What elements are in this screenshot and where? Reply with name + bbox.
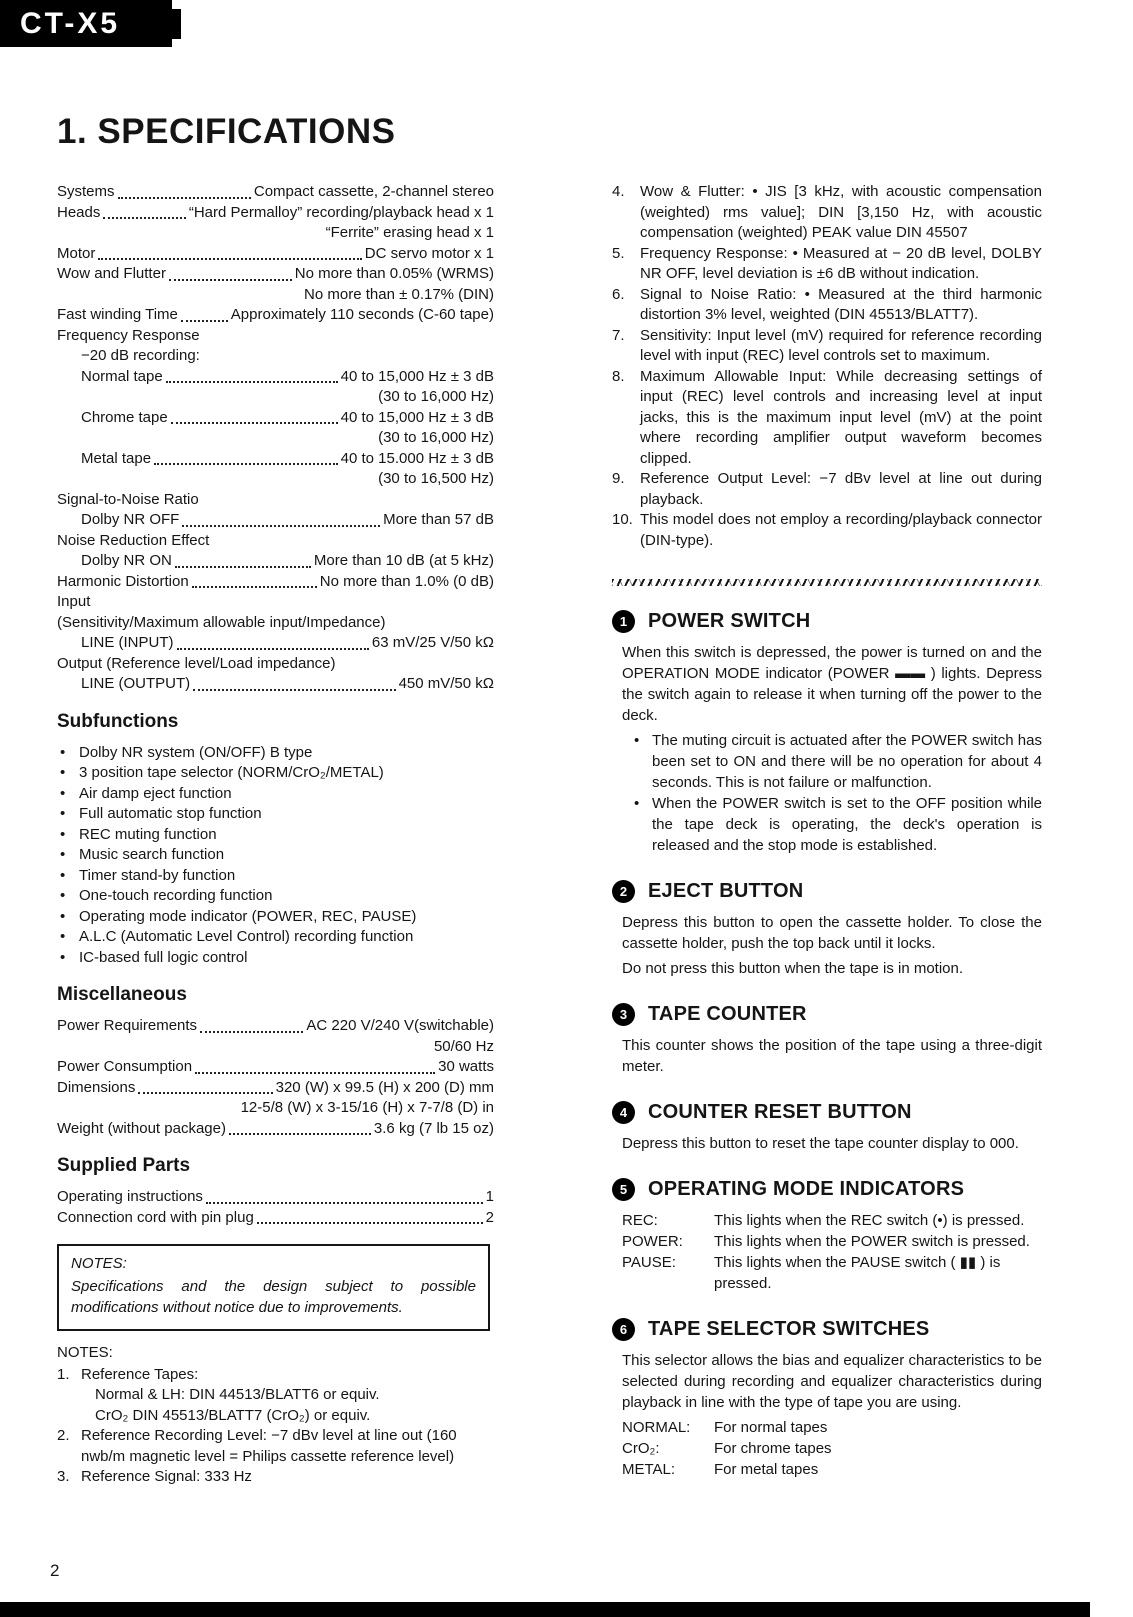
spec-label: Weight (without package) — [57, 1119, 226, 1137]
definition-term: PAUSE: — [622, 1254, 676, 1271]
bullet-icon: • — [60, 743, 66, 761]
spec-value: 40 to 15,000 Hz ± 3 dB — [340, 367, 494, 385]
spec-label: Metal tape — [81, 449, 152, 467]
bullet-item — [634, 793, 1042, 856]
spec-line — [57, 551, 494, 572]
bullet-icon: • — [60, 784, 66, 802]
note-number: 10. — [612, 511, 633, 528]
definition-description: This lights when the PAUSE switch ( ▮▮ ) is pressed. — [714, 1254, 1001, 1292]
spec-value: AC 220 V/240 V(switchable) — [306, 1017, 494, 1034]
numbered-note — [57, 1426, 494, 1467]
bullet-item — [57, 825, 494, 846]
spec-line — [57, 367, 494, 388]
dot-leader — [118, 197, 251, 199]
page-number: 2 — [50, 1561, 60, 1580]
definition-row — [622, 1459, 1042, 1480]
spec-label: Operating instructions — [57, 1188, 203, 1205]
spec-line — [57, 531, 494, 552]
spec-line — [57, 469, 494, 490]
spec-text: Output (Reference level/Load impedance) — [57, 654, 336, 672]
spec-line — [57, 346, 494, 367]
definition-row — [622, 1252, 1042, 1294]
bullet-item — [57, 804, 494, 825]
dot-leader — [175, 566, 311, 568]
paragraph: When this switch is depressed, the power is turned on and the OPERATION MODE indicator (POWER ▬▬ ) lights. Depress the switch again to release it when turning off the power to the deck. — [622, 644, 1042, 724]
spec-label: Systems — [57, 183, 115, 200]
section-header — [612, 1178, 1042, 1201]
bullet-icon: • — [60, 907, 66, 925]
spec-value: 450 mV/50 kΩ — [398, 675, 494, 692]
spec-value: “Ferrite” erasing head x 1 — [325, 224, 494, 241]
bullet-icon: • — [634, 795, 640, 812]
bullet-text: Timer stand-by function — [79, 866, 236, 884]
definition-description: This lights when the POWER switch is pressed. — [714, 1233, 1030, 1250]
section-body — [612, 1210, 1042, 1294]
column-heading: Supplied Parts — [57, 1155, 191, 1176]
note-number: 2. — [57, 1427, 70, 1444]
spec-line — [57, 1016, 494, 1037]
bullet-icon: • — [60, 887, 66, 904]
dot-leader — [103, 217, 185, 219]
definition-list — [622, 1417, 1042, 1480]
section-body — [612, 1035, 1042, 1077]
section-title: COUNTER RESET BUTTON — [648, 1101, 912, 1123]
spec-text: Signal-to-Noise Ratio — [57, 490, 199, 508]
section-body — [612, 1350, 1042, 1480]
spec-value: 1 — [485, 1188, 494, 1205]
spec-line — [57, 285, 494, 306]
section-body — [612, 642, 1042, 856]
bullet-text: 3 position tape selector (NORM/CrO₂/METAL) — [79, 764, 384, 781]
note-number: 4. — [612, 183, 625, 200]
spec-line — [57, 490, 494, 511]
section — [612, 610, 1042, 856]
bullet-item — [634, 730, 1042, 793]
notes-box-title: NOTES: — [71, 1255, 127, 1272]
dot-leader — [257, 1222, 483, 1224]
spec-line — [57, 1208, 494, 1229]
spec-value: DC servo motor x 1 — [364, 244, 494, 262]
note-body — [81, 1426, 494, 1467]
bullet-icon: • — [60, 764, 66, 781]
definition-row — [622, 1438, 1042, 1459]
paragraph: Depress this button to open the cassette holder. To close the cassette holder, push the top back until it locks. — [622, 914, 1042, 952]
spec-text: Frequency Response — [57, 326, 200, 344]
spec-line — [57, 387, 494, 408]
spec-value: 63 mV/25 V/50 kΩ — [371, 634, 494, 651]
section-title: POWER SWITCH — [648, 610, 811, 632]
bullet-text: One-touch recording function — [79, 887, 273, 904]
spec-label: LINE (INPUT) — [81, 634, 174, 651]
spec-value: (30 to 16,000 Hz) — [378, 429, 494, 446]
note-number: 9. — [612, 470, 625, 487]
dot-leader — [200, 1031, 303, 1033]
spec-line — [57, 1078, 494, 1099]
note-number: 7. — [612, 326, 625, 344]
spec-line — [57, 449, 494, 470]
spec-label: Dolby NR OFF — [81, 511, 180, 528]
bullet-icon: • — [60, 948, 66, 966]
spec-value: 320 (W) x 99.5 (H) x 200 (D) mm — [275, 1078, 494, 1096]
bullet-icon: • — [60, 846, 66, 863]
definition-row — [622, 1417, 1042, 1438]
spec-line — [57, 633, 494, 654]
note-text: Frequency Response: • Measured at − 20 dB level, DOLBY NR OFF, level deviation is ±6 dB without indication. — [640, 244, 1042, 282]
spec-label: Normal tape — [81, 367, 163, 385]
spec-line — [57, 592, 494, 613]
spec-value: 40 to 15,000 Hz ± 3 dB — [340, 408, 494, 426]
numbered-note — [612, 326, 1042, 367]
spec-text: Input — [57, 593, 91, 610]
note-text: Reference Recording Level: −7 dBv level at line out (160 nwb/m magnetic level = Philips cassette reference level) — [81, 1427, 457, 1465]
bullet-text: IC-based full logic control — [79, 948, 248, 966]
spec-value: No more than 1.0% (0 dB) — [319, 572, 494, 590]
numbered-note — [612, 367, 1042, 470]
note-number: 5. — [612, 244, 625, 262]
section-header — [612, 1101, 1042, 1124]
definition-description: This lights when the REC switch (•) is pressed. — [714, 1212, 1025, 1229]
section-header — [612, 1003, 1042, 1026]
bullet-item — [57, 948, 494, 969]
section-number-badge: 6 — [612, 1318, 635, 1341]
note-number: 6. — [612, 285, 625, 303]
dot-leader — [229, 1133, 371, 1135]
note-text: This model does not employ a recording/playback connector (DIN-type). — [640, 511, 1042, 549]
spec-value: 50/60 Hz — [433, 1037, 494, 1055]
spec-line — [57, 223, 494, 244]
spec-line — [57, 1057, 494, 1078]
section-number-badge: 4 — [612, 1101, 635, 1124]
dot-leader — [177, 648, 369, 650]
bullet-item — [57, 866, 494, 887]
section-number-badge: 3 — [612, 1003, 635, 1026]
spec-text: (Sensitivity/Maximum allowable input/Impedance) — [57, 613, 386, 631]
bullet-item — [57, 907, 494, 928]
spec-value: 2 — [485, 1208, 494, 1226]
column-heading: Miscellaneous — [57, 984, 187, 1005]
spec-label: Power Consumption — [57, 1058, 193, 1075]
spec-value: 30 watts — [438, 1058, 494, 1075]
spec-line — [57, 1037, 494, 1058]
spec-line — [57, 510, 494, 531]
dot-leader — [192, 586, 317, 588]
numbered-note — [57, 1467, 494, 1488]
spec-value: 12-5/8 (W) x 3-15/16 (H) x 7-7/8 (D) in — [240, 1099, 494, 1116]
bullet-item — [57, 886, 494, 907]
section — [612, 1003, 1042, 1077]
section-number-badge: 1 — [612, 610, 635, 633]
bullet-icon: • — [634, 732, 640, 749]
section-title: TAPE SELECTOR SWITCHES — [648, 1318, 930, 1340]
definition-term: NORMAL: — [622, 1419, 691, 1436]
definition-description: For metal tapes — [714, 1461, 819, 1478]
spec-line — [57, 264, 494, 285]
bullet-item — [57, 743, 494, 764]
definition-term: METAL: — [622, 1461, 676, 1478]
note-body — [81, 1467, 494, 1488]
bullet-text: Full automatic stop function — [79, 805, 262, 822]
spec-line — [57, 1098, 494, 1119]
numbered-note — [612, 469, 1042, 510]
note-text: Reference Signal: 333 Hz — [81, 1468, 252, 1485]
note-number: 3. — [57, 1468, 70, 1485]
spec-line — [57, 674, 494, 695]
dot-leader — [98, 258, 361, 260]
spec-value: Compact cassette, 2-channel stereo — [253, 183, 494, 200]
bullet-text: A.L.C (Automatic Level Control) recording function — [79, 928, 414, 945]
spec-label: Fast winding Time — [57, 306, 178, 323]
spec-line — [57, 408, 494, 429]
page-title: 1. SPECIFICATIONS — [57, 112, 396, 151]
dot-leader — [206, 1202, 483, 1204]
spec-value: “Hard Permalloy” recording/playback head x 1 — [188, 203, 494, 221]
spec-label: LINE (OUTPUT) — [81, 675, 191, 692]
spec-value: 40 to 15.000 Hz ± 3 dB — [340, 449, 494, 467]
right-column — [612, 182, 1042, 1488]
numbered-notes-list — [612, 182, 1042, 551]
spec-label: Dolby NR ON — [81, 552, 172, 569]
section — [612, 1101, 1042, 1154]
spec-text: −20 dB recording: — [81, 347, 200, 364]
dot-leader — [166, 381, 338, 383]
bullet-item — [57, 927, 494, 948]
note-subline: Normal & LH: DIN 44513/BLATT6 or equiv. — [95, 1386, 380, 1403]
note-number: 8. — [612, 367, 625, 385]
spec-list — [57, 1016, 494, 1139]
definition-row — [622, 1231, 1042, 1252]
bullet-icon: • — [60, 825, 66, 843]
spec-line — [57, 1119, 494, 1140]
spec-value: More than 57 dB — [383, 511, 494, 528]
dot-leader — [169, 279, 292, 281]
spec-line — [57, 654, 494, 675]
numbered-note — [612, 285, 1042, 326]
bullet-list — [622, 730, 1042, 856]
spec-list — [57, 182, 494, 695]
notes-list — [57, 1343, 494, 1488]
definition-term: POWER: — [622, 1233, 683, 1250]
note-body — [81, 1365, 494, 1427]
notes-box — [57, 1244, 490, 1331]
dot-leader — [182, 525, 380, 527]
spec-value: (30 to 16,500 Hz) — [378, 470, 494, 487]
spec-label: Chrome tape — [81, 408, 168, 426]
section-header — [612, 880, 1042, 903]
dot-leader — [193, 689, 395, 691]
spec-line — [57, 203, 494, 224]
spec-value: Approximately 110 seconds (C-60 tape) — [230, 306, 494, 323]
definition-description: For normal tapes — [714, 1419, 828, 1436]
bullet-item — [57, 784, 494, 805]
spec-label: Dimensions — [57, 1078, 136, 1096]
bullet-text: Operating mode indicator (POWER, REC, PAUSE) — [79, 907, 417, 925]
bullet-icon: • — [60, 866, 66, 884]
spec-text: Noise Reduction Effect — [57, 531, 210, 549]
section-number-badge: 2 — [612, 880, 635, 903]
spec-line — [57, 428, 494, 449]
section-header — [612, 1318, 1042, 1341]
notes-list-title: NOTES: — [57, 1344, 113, 1361]
paragraph: Depress this button to reset the tape counter display to 000. — [622, 1135, 1019, 1152]
spec-label: Connection cord with pin plug — [57, 1208, 254, 1226]
column-heading: Subfunctions — [57, 710, 179, 732]
spec-value: More than 10 dB (at 5 kHz) — [313, 552, 494, 569]
spec-label: Harmonic Distortion — [57, 572, 189, 590]
spec-label: Wow and Flutter — [57, 265, 166, 282]
numbered-note — [612, 244, 1042, 285]
spec-line — [57, 613, 494, 634]
definition-row — [622, 1210, 1042, 1231]
section — [612, 1318, 1042, 1480]
spec-value: No more than 0.05% (WRMS) — [294, 265, 494, 282]
spec-line — [57, 326, 494, 347]
note-text: Reference Output Level: −7 dBv level at line out during playback. — [640, 470, 1042, 508]
definition-term: REC: — [622, 1212, 658, 1229]
bullet-text: When the POWER switch is set to the OFF position while the tape deck is operating, the deck's operation is released and the stop mode is established. — [652, 795, 1042, 854]
spec-list — [57, 1187, 494, 1228]
paragraph: Do not press this button when the tape is in motion. — [622, 960, 964, 977]
paragraph: This counter shows the position of the tape using a three-digit meter. — [622, 1037, 1042, 1075]
note-number: 1. — [57, 1365, 70, 1383]
spec-line — [57, 182, 494, 203]
bullet-item — [57, 763, 494, 784]
section-title: TAPE COUNTER — [648, 1003, 807, 1025]
model-badge: CT-X5 — [0, 0, 172, 47]
definition-list — [622, 1210, 1042, 1294]
note-text: Maximum Allowable Input: While decreasing settings of input (REC) level controls and increasing level at input jacks, this is the maximum input level (mV) at the point where recording amplifier output waveform becomes clipped. — [640, 367, 1042, 467]
paragraph: This selector allows the bias and equalizer characteristics to be selected during recording and equalizer characteristics during playback in line with the type of tape you are using. — [622, 1352, 1042, 1411]
spec-line — [57, 572, 494, 593]
notes-box-body: Specifications and the design subject to possible modifications without notice due to improvements. — [71, 1278, 476, 1316]
spec-label: Power Requirements — [57, 1017, 198, 1034]
bullet-text: Dolby NR system (ON/OFF) B type — [79, 743, 313, 761]
dot-leader — [181, 320, 228, 322]
section — [612, 880, 1042, 979]
torn-edge-divider — [612, 579, 1042, 586]
section — [612, 1178, 1042, 1294]
section-number-badge: 5 — [612, 1178, 635, 1201]
bullet-icon: • — [60, 805, 66, 822]
note-text: Wow & Flutter: • JIS [3 kHz, with acoustic compensation (weighted) rms value]; DIN [3,150 Hz, with acoustic compensation (weighted) PEAK value DIN 45507 — [640, 183, 1042, 241]
spec-line — [57, 1187, 494, 1208]
numbered-note — [612, 510, 1042, 551]
section-body — [612, 1133, 1042, 1154]
spec-line — [57, 244, 494, 265]
section-header — [612, 610, 1042, 633]
bullet-text: Air damp eject function — [79, 784, 232, 802]
bullet-list — [57, 743, 494, 969]
bullet-icon: • — [60, 928, 66, 945]
footer-bar — [0, 1602, 1090, 1617]
spec-value: (30 to 16,000 Hz) — [378, 388, 494, 405]
dot-leader — [154, 463, 338, 465]
spec-label: Motor — [57, 244, 96, 262]
spec-line — [57, 305, 494, 326]
dot-leader — [195, 1072, 435, 1074]
spec-label: Heads — [57, 203, 101, 221]
section-body — [612, 912, 1042, 979]
bullet-item — [57, 845, 494, 866]
spec-value: 3.6 kg (7 lb 15 oz) — [373, 1119, 494, 1137]
definition-description: For chrome tapes — [714, 1440, 832, 1457]
note-text: Sensitivity: Input level (mV) required for reference recording level with input (REC) level controls set to maximum. — [640, 326, 1042, 364]
badge-notch — [172, 9, 181, 39]
bullet-text: The muting circuit is actuated after the POWER switch has been set to ON and there will be no operation for about 4 seconds. This is not failure or malfunction. — [652, 732, 1042, 791]
section-title: OPERATING MODE INDICATORS — [648, 1178, 965, 1200]
definition-term: CrO₂: — [622, 1440, 660, 1457]
note-subline: CrO₂ DIN 45513/BLATT7 (CrO₂) or equiv. — [95, 1406, 371, 1424]
two-column-layout — [57, 182, 1078, 1488]
bullet-text: REC muting function — [79, 825, 217, 843]
note-text: Signal to Noise Ratio: • Measured at the third harmonic distortion 3% level, weighted (DIN 45513/BLATT7). — [640, 285, 1042, 323]
numbered-note — [57, 1365, 494, 1427]
note-text: Reference Tapes: — [81, 1365, 199, 1383]
dot-leader — [138, 1092, 272, 1094]
left-column — [57, 182, 494, 1488]
numbered-note — [612, 182, 1042, 244]
spec-value: No more than ± 0.17% (DIN) — [304, 285, 494, 303]
bullet-text: Music search function — [79, 846, 225, 863]
dot-leader — [171, 422, 338, 424]
section-title: EJECT BUTTON — [648, 880, 804, 902]
